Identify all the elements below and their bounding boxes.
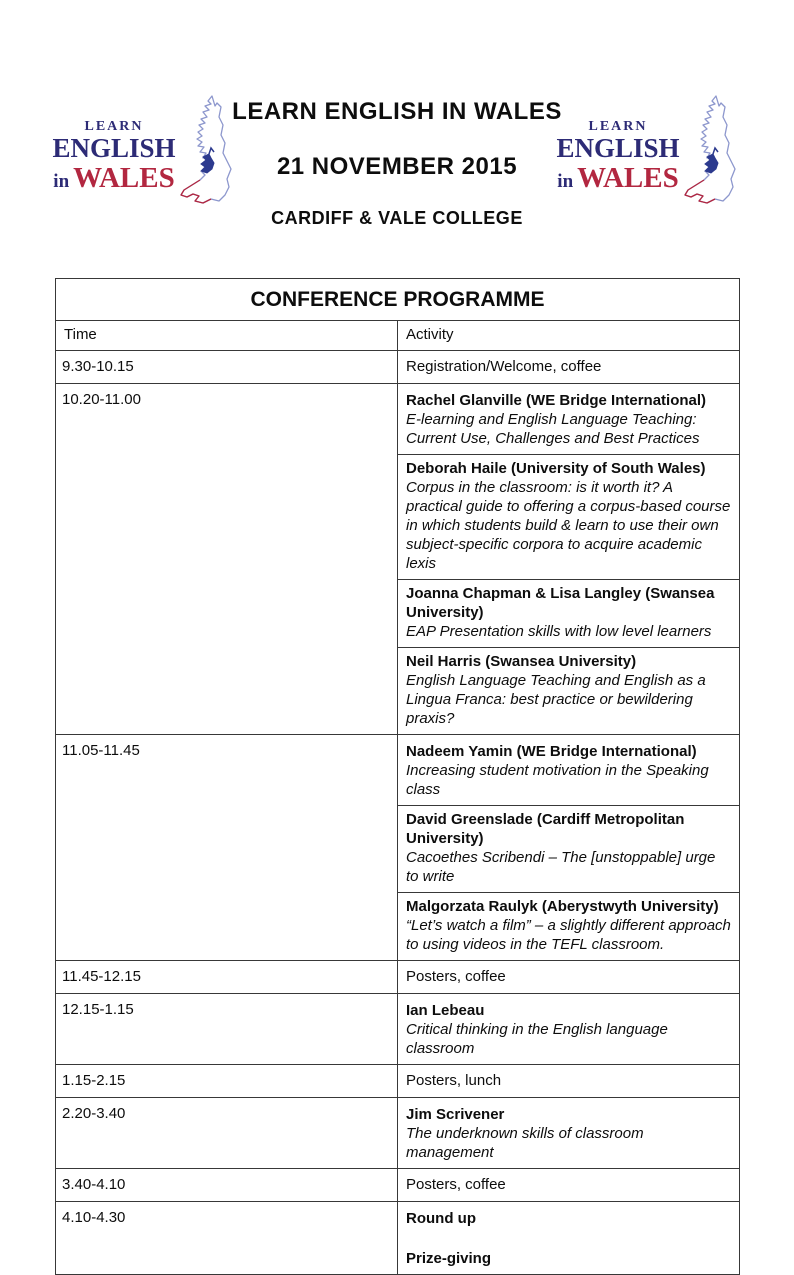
great-britain-map-icon xyxy=(681,94,747,206)
session-row xyxy=(56,994,740,1065)
logo-word-in: in xyxy=(53,171,70,192)
schedule-row xyxy=(56,1065,740,1098)
logo-word-learn: LEARN xyxy=(588,119,648,134)
session-row xyxy=(56,1098,740,1169)
activity-cell: Posters, coffee xyxy=(398,1169,740,1202)
logo-word-english: ENGLISH xyxy=(52,133,176,163)
logo-word-wales: WALES xyxy=(577,162,679,194)
session-title: Cacoethes Scribendi – The [unstoppable] urge to write xyxy=(406,849,716,885)
logo-word-english: ENGLISH xyxy=(556,133,680,163)
session-title: EAP Presentation skills with low level learners xyxy=(406,623,712,640)
session-title: Corpus in the classroom: is it worth it? A practical guide to offering a corpus-based course in which students build & learn to use their own subject-specific corpora to acquire academic lexis xyxy=(406,479,731,572)
activity-line: Round up xyxy=(406,1210,476,1227)
schedule-row xyxy=(56,961,740,994)
session-speaker: Deborah Haile (University of South Wales) xyxy=(406,460,706,477)
session-title: E-learning and English Language Teaching: Current Use, Challenges and Best Practices xyxy=(406,411,700,447)
programme-table xyxy=(55,278,740,1275)
event-venue: CARDIFF & VALE COLLEGE xyxy=(271,208,523,228)
session-row xyxy=(56,735,740,806)
time-cell: 11.45-12.15 xyxy=(56,961,398,994)
session-speaker: Joanna Chapman & Lisa Langley (Swansea University) xyxy=(406,585,715,621)
session-cell xyxy=(398,384,740,455)
table-title-row xyxy=(56,279,740,321)
session-speaker: Ian Lebeau xyxy=(406,1002,485,1019)
session-cell xyxy=(398,455,740,580)
time-cell: 12.15-1.15 xyxy=(56,994,398,1065)
session-cell xyxy=(398,806,740,893)
session-speaker: Jim Scrivener xyxy=(406,1106,505,1123)
session-cell xyxy=(398,893,740,961)
column-header-activity: Activity xyxy=(398,321,740,351)
session-cell xyxy=(398,994,740,1065)
session-speaker: Nadeem Yamin (WE Bridge International) xyxy=(406,743,697,760)
session-cell xyxy=(398,580,740,648)
logo-right xyxy=(552,94,747,208)
time-cell: 3.40-4.10 xyxy=(56,1169,398,1202)
session-speaker: David Greenslade (Cardiff Metropolitan University) xyxy=(406,811,685,847)
session-row xyxy=(56,384,740,455)
time-cell: 10.20-11.00 xyxy=(56,384,398,735)
session-speaker: Neil Harris (Swansea University) xyxy=(406,653,637,670)
column-header-row xyxy=(56,321,740,351)
logo-word-wales: WALES xyxy=(73,162,175,194)
schedule-row xyxy=(56,1169,740,1202)
logo-word-learn: LEARN xyxy=(84,119,144,134)
logo-word-in: in xyxy=(557,171,574,192)
activity-cell: Registration/Welcome, coffee xyxy=(398,351,740,384)
time-cell: 1.15-2.15 xyxy=(56,1065,398,1098)
schedule-row xyxy=(56,1202,740,1275)
time-cell: 11.05-11.45 xyxy=(56,735,398,961)
table-title: CONFERENCE PROGRAMME xyxy=(56,279,740,321)
event-date: 21 NOVEMBER 2015 xyxy=(276,153,518,180)
time-cell: 9.30-10.15 xyxy=(56,351,398,384)
activity-cell: Posters, coffee xyxy=(398,961,740,994)
session-speaker: Rachel Glanville (WE Bridge International) xyxy=(406,392,707,409)
session-title: Critical thinking in the English language classroom xyxy=(406,1021,668,1057)
session-cell xyxy=(398,1098,740,1169)
session-cell xyxy=(398,648,740,735)
session-title: “Let’s watch a film” – a slightly different approach to using videos in the TEFL classroom. xyxy=(406,917,731,953)
time-cell: 4.10-4.30 xyxy=(56,1202,398,1275)
activity-cell xyxy=(398,1202,740,1275)
session-title: The underknown skills of classroom management xyxy=(406,1125,644,1161)
session-speaker: Malgorzata Raulyk (Aberystwyth University) xyxy=(406,898,719,915)
session-title: English Language Teaching and English as a Lingua Franca: best practice or bewildering praxis? xyxy=(406,672,706,727)
time-cell: 2.20-3.40 xyxy=(56,1098,398,1169)
event-title: LEARN ENGLISH IN WALES xyxy=(232,98,562,125)
activity-line: Prize-giving xyxy=(406,1250,492,1267)
session-cell xyxy=(398,735,740,806)
activity-cell: Posters, lunch xyxy=(398,1065,740,1098)
column-header-time: Time xyxy=(56,321,398,351)
schedule-row xyxy=(56,351,740,384)
logo-wordmark xyxy=(552,120,684,193)
session-title: Increasing student motivation in the Speaking class xyxy=(406,762,709,798)
